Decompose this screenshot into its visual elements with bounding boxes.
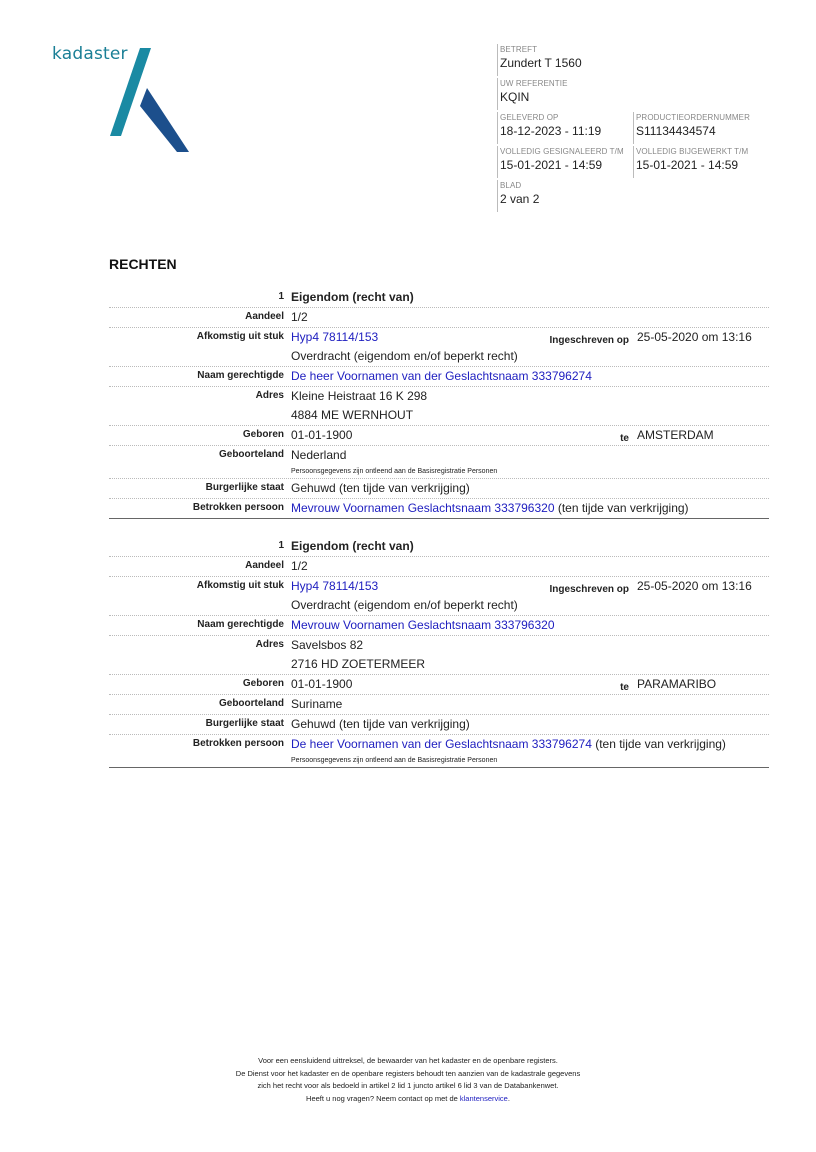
betrokken-suffix: (ten tijde van verkrijging) bbox=[591, 737, 726, 751]
aandeel-value: 1/2 bbox=[291, 310, 308, 324]
right-block bbox=[109, 537, 769, 768]
meta-label: BETREFT bbox=[500, 45, 538, 54]
footer-line: Voor een eensluidend uittreksel, de bewaarder van het kadaster en de openbare registers. bbox=[258, 1056, 558, 1065]
ingeschreven-label: Ingeschreven op bbox=[549, 584, 629, 595]
adres-line-2: 4884 ME WERNHOUT bbox=[291, 408, 414, 422]
burgerlijke-staat-value: Gehuwd (ten tijde van verkrijging) bbox=[291, 717, 470, 731]
geboorteland-label: Geboorteland bbox=[218, 698, 284, 709]
geboorteplaats-value: PARAMARIBO bbox=[637, 677, 717, 691]
geboren-label: Geboren bbox=[242, 678, 284, 689]
bron-note: Persoonsgegevens zijn ontleend aan de Basisregistratie Personen bbox=[291, 757, 498, 764]
footer-contact bbox=[0, 1093, 816, 1106]
naam-label: Naam gerechtigde bbox=[197, 370, 284, 381]
ingeschreven-value: 25-05-2020 om 13:16 bbox=[637, 579, 752, 593]
right-title: Eigendom (recht van) bbox=[291, 290, 414, 304]
te-label: te bbox=[620, 433, 629, 444]
klantenservice-link[interactable]: klantenservice bbox=[459, 1093, 508, 1103]
meta-value: 15-01-2021 - 14:59 bbox=[500, 158, 603, 172]
stuk-link[interactable]: Hyp4 78114/153 bbox=[291, 579, 379, 593]
te-label: te bbox=[620, 682, 629, 693]
meta-label: UW REFERENTIE bbox=[500, 79, 568, 88]
geboorteland-value: Nederland bbox=[291, 448, 347, 462]
geboren-value: 01-01-1900 bbox=[291, 677, 353, 691]
adres-line-1: Savelsbos 82 bbox=[291, 638, 364, 652]
naam-label: Naam gerechtigde bbox=[197, 619, 284, 630]
footer-contact-text: Heeft u nog vragen? Neem contact op met de bbox=[306, 1093, 460, 1103]
meta-value: Zundert T 1560 bbox=[500, 56, 582, 70]
aandeel-label: Aandeel bbox=[245, 560, 284, 571]
meta-label: GELEVERD OP bbox=[500, 113, 559, 122]
meta-value: KQIN bbox=[500, 90, 530, 104]
burgerlijk-label: Burgerlijke staat bbox=[205, 482, 284, 493]
meta-label: VOLLEDIG BIJGEWERKT T/M bbox=[636, 147, 749, 156]
footer-contact-suffix: . bbox=[507, 1093, 510, 1103]
geboren-value: 01-01-1900 bbox=[291, 428, 353, 442]
adres-label: Adres bbox=[255, 390, 284, 401]
document-metadata bbox=[497, 44, 769, 214]
betrokken-suffix: (ten tijde van verkrijging) bbox=[554, 501, 689, 515]
adres-line-1: Kleine Heistraat 16 K 298 bbox=[291, 389, 428, 403]
geboorteland-label: Geboorteland bbox=[218, 449, 284, 460]
betrokken-label: Betrokken persoon bbox=[192, 738, 284, 749]
betrokken-label: Betrokken persoon bbox=[192, 502, 284, 513]
footer-line: zich het recht voor als bedoeld in artikel 2 lid 1 juncto artikel 6 lid 3 van de Databankenwet. bbox=[257, 1081, 559, 1090]
logo-wordmark: kadaster bbox=[52, 44, 128, 64]
meta-value: 2 van 2 bbox=[500, 192, 540, 206]
right-title: Eigendom (recht van) bbox=[291, 539, 414, 553]
meta-value: 18-12-2023 - 11:19 bbox=[500, 124, 602, 138]
meta-label: BLAD bbox=[500, 181, 522, 190]
adres-label: Adres bbox=[255, 639, 284, 650]
meta-bijgewerkt bbox=[633, 146, 769, 178]
stuk-link[interactable]: Hyp4 78114/153 bbox=[291, 330, 379, 344]
ingeschreven-label: Ingeschreven op bbox=[549, 335, 629, 346]
betrokken-persoon-link[interactable]: Mevrouw Voornamen Geslachtsnaam 333796320 bbox=[291, 501, 555, 515]
burgerlijk-label: Burgerlijke staat bbox=[205, 718, 284, 729]
naam-gerechtigde-link[interactable]: De heer Voornamen van der Geslachtsnaam 333796274 bbox=[291, 369, 592, 383]
naam-gerechtigde-link[interactable]: Mevrouw Voornamen Geslachtsnaam 333796320 bbox=[291, 618, 555, 632]
afkomstig-label: Afkomstig uit stuk bbox=[196, 331, 284, 342]
stuk-omschrijving: Overdracht (eigendom en/of beperkt recht) bbox=[291, 598, 518, 612]
meta-geleverd bbox=[497, 112, 633, 144]
geboorteplaats-value: AMSTERDAM bbox=[637, 428, 714, 442]
footer-line: De Dienst voor het kadaster en de openbare registers behoudt ten aanzien van de kadastrale gegevens bbox=[235, 1068, 581, 1078]
meta-gesignaleerd bbox=[497, 146, 633, 178]
bron-note: Persoonsgegevens zijn ontleend aan de Basisregistratie Personen bbox=[291, 468, 498, 475]
geboorteland-value: Suriname bbox=[291, 697, 343, 711]
meta-blad bbox=[497, 180, 769, 212]
kadaster-logo bbox=[52, 44, 202, 156]
geboren-label: Geboren bbox=[242, 429, 284, 440]
aandeel-value: 1/2 bbox=[291, 559, 308, 573]
adres-line-2: 2716 HD ZOETERMEER bbox=[291, 657, 426, 671]
meta-betreft bbox=[497, 44, 769, 76]
afkomstig-label: Afkomstig uit stuk bbox=[196, 580, 284, 591]
meta-label: PRODUCTIEORDERNUMMER bbox=[636, 113, 750, 122]
section-title: RECHTEN bbox=[109, 256, 177, 272]
ingeschreven-value: 25-05-2020 om 13:16 bbox=[637, 330, 752, 344]
meta-label: VOLLEDIG GESIGNALEERD T/M bbox=[500, 147, 624, 156]
right-number: 1 bbox=[278, 291, 284, 302]
stuk-omschrijving: Overdracht (eigendom en/of beperkt recht) bbox=[291, 349, 518, 363]
meta-productie bbox=[633, 112, 769, 144]
page-footer bbox=[0, 1055, 816, 1105]
right-number: 1 bbox=[278, 540, 284, 551]
betrokken-persoon-link[interactable]: De heer Voornamen van der Geslachtsnaam 333796274 bbox=[291, 737, 592, 751]
meta-referentie bbox=[497, 78, 769, 110]
logo-k-icon bbox=[52, 44, 202, 156]
meta-value: 15-01-2021 - 14:59 bbox=[636, 158, 739, 172]
aandeel-label: Aandeel bbox=[245, 311, 284, 322]
right-block bbox=[109, 288, 769, 519]
rechten-list bbox=[109, 288, 769, 768]
meta-value: S11134434574 bbox=[636, 124, 716, 138]
burgerlijke-staat-value: Gehuwd (ten tijde van verkrijging) bbox=[291, 481, 470, 495]
